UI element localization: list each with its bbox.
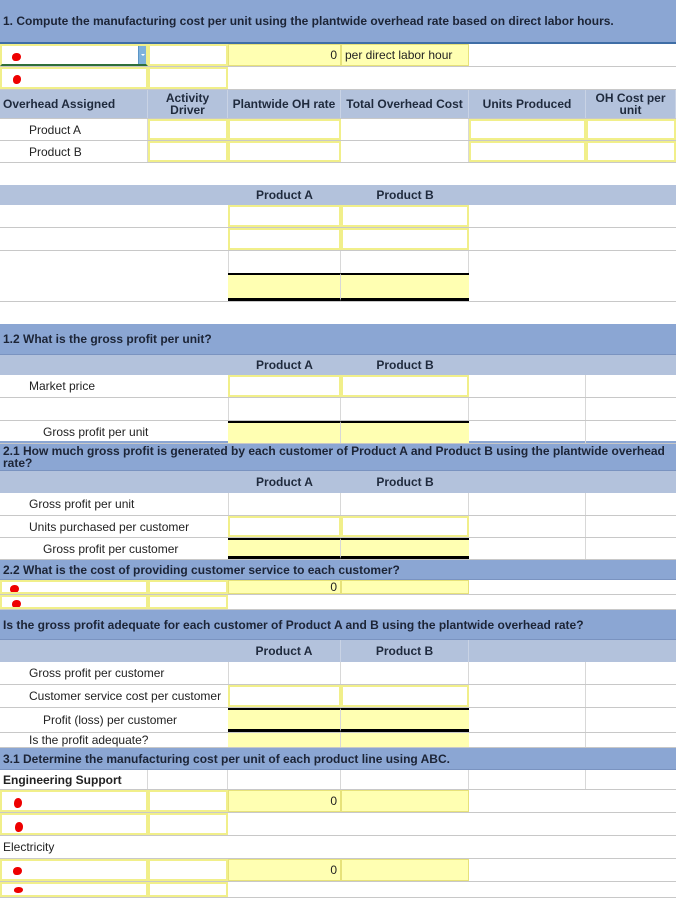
empty-cell [148, 770, 228, 789]
section-1-2-header [0, 324, 676, 355]
service-input-2[interactable] [148, 595, 228, 609]
engineering-support-row [0, 770, 676, 790]
cost-b-input-2[interactable] [341, 228, 469, 250]
units-produced-b-input[interactable] [469, 141, 586, 162]
total-cost-b [341, 273, 469, 301]
empty-cell [469, 421, 586, 443]
gp-customer-header-row [0, 471, 676, 493]
electricity-driver-input-2[interactable] [0, 882, 148, 897]
total-overhead-b [341, 141, 469, 162]
electricity-input-2[interactable] [148, 882, 228, 897]
profit-adequate-row [0, 733, 676, 748]
gross-profit-unit-row [0, 421, 676, 444]
cost-b-input-1[interactable] [341, 205, 469, 227]
engineering-input-2[interactable] [148, 813, 228, 835]
section-2-1-title: 2.1 How much gross profit is generated by each customer of Product A and Product B using the plantwide overhead rate? [3, 444, 665, 470]
col-product-b: Product B [341, 640, 469, 662]
service-cost-text: 0 [330, 580, 337, 594]
section-1-header [0, 0, 676, 44]
col-product-a: Product A [256, 475, 313, 489]
engineering-rate-unit [341, 790, 469, 812]
gp-unit-row-2 [0, 398, 676, 421]
electricity-rate-value [228, 859, 341, 881]
service-label-input-1[interactable] [0, 580, 148, 594]
rate-unit-text: per direct labor hour [345, 48, 453, 62]
empty-cell [469, 516, 586, 537]
cost-total-row [0, 273, 676, 302]
redaction-mark [13, 867, 22, 875]
service-row-2 [0, 595, 676, 610]
cost-row-1 [0, 205, 676, 228]
cost-a-input-1[interactable] [228, 205, 341, 227]
rate-row [0, 44, 676, 67]
row-label: Gross profit per unit [43, 425, 149, 439]
empty-cell [341, 770, 469, 789]
engineering-driver-input-1[interactable] [0, 790, 148, 812]
redaction-mark [10, 585, 19, 593]
activity-driver-a-input[interactable] [148, 119, 228, 140]
redaction-mark [12, 600, 21, 608]
col-product-a: Product A [256, 188, 313, 202]
oh-cost-per-unit-a-input[interactable] [586, 119, 676, 140]
col-product-b: Product B [376, 358, 434, 372]
total-overhead-a [341, 119, 469, 140]
section-3-1-header [0, 748, 676, 770]
col-overhead-assigned: Overhead Assigned [0, 90, 148, 118]
empty-cell [469, 398, 586, 420]
chevron-down-icon[interactable] [138, 46, 146, 64]
section-3-1-title: 3.1 Determine the manufacturing cost per unit of each product line using ABC. [3, 751, 450, 766]
gp-a-2 [228, 398, 341, 420]
empty-cell [228, 770, 341, 789]
row-label: Product B [0, 141, 148, 162]
cost-row-3 [0, 251, 676, 273]
total-cost-a [228, 273, 341, 301]
units-produced-a-input[interactable] [469, 119, 586, 140]
service-cost-customer-row [0, 685, 676, 708]
row-label: Gross profit per unit [29, 497, 135, 511]
service-cost-b-input[interactable] [341, 685, 469, 707]
section-2-1-header [0, 441, 676, 471]
service-label-input-2[interactable] [0, 595, 148, 609]
empty-cell [469, 493, 586, 515]
empty-cell [469, 538, 586, 559]
units-purchased-a-input[interactable] [228, 516, 341, 537]
redaction-mark [14, 887, 23, 893]
units-purchased-b-input[interactable] [341, 516, 469, 537]
col-plantwide-oh-rate: Plantwide OH rate [228, 90, 341, 118]
section-2-2-title: 2.2 What is the cost of providing customer service to each customer? [3, 562, 400, 577]
empty-cell [469, 662, 586, 684]
section-1-title: 1. Compute the manufacturing cost per unit using the plantwide overhead rate based on direct labor hours. [3, 14, 614, 28]
gross-profit-unit-b [341, 421, 469, 443]
cost-table-header-row [0, 185, 676, 205]
rate-input-1[interactable] [148, 44, 228, 66]
engineering-rate-text: 0 [330, 794, 337, 808]
row-label: Customer service cost per customer [29, 689, 222, 703]
col-product-b: Product B [376, 475, 434, 489]
plantwide-rate-value [228, 44, 341, 66]
gp-per-unit-row [0, 493, 676, 516]
gp-customer-a [228, 538, 341, 559]
electricity-rate-row [0, 859, 676, 882]
overhead-row-product-b [0, 141, 676, 163]
gp-customer-b [341, 538, 469, 559]
gross-profit-unit-a [228, 421, 341, 443]
row-label: Gross profit per customer [43, 541, 179, 556]
service-cost-unit [341, 580, 469, 594]
adequacy-header-row [0, 640, 676, 662]
col-product-a: Product A [228, 640, 341, 662]
profit-loss-a [228, 708, 341, 732]
rate-row-2 [0, 67, 676, 90]
empty-cell [469, 685, 586, 707]
plantwide-rate-a-input[interactable] [228, 119, 341, 140]
col-product-a: Product A [256, 358, 313, 372]
activity-driver-b-input[interactable] [148, 141, 228, 162]
row-label: Units purchased per customer [29, 519, 190, 534]
col-oh-cost-per-unit: OH Cost per unit [586, 90, 676, 118]
row-label: Profit (loss) per customer [43, 713, 178, 727]
plantwide-rate-b-input[interactable] [228, 141, 341, 162]
engineering-rate-row [0, 790, 676, 813]
redaction-mark [14, 798, 22, 808]
col-activity-driver: Activity Driver [148, 90, 228, 118]
row-label: Market price [29, 379, 96, 393]
rate-unit-label [341, 44, 469, 66]
spacer-row [0, 302, 676, 324]
electricity-driver-input-1[interactable] [0, 859, 148, 881]
engineering-row-2 [0, 813, 676, 836]
gp-unit-a [228, 493, 341, 515]
cost-a-3 [228, 251, 341, 273]
engineering-rate-value [228, 790, 341, 812]
adequacy-title: Is the gross profit adequate for each customer of Product A and B using the plantwide overhead rate? [3, 617, 584, 632]
market-price-a-input[interactable] [228, 375, 341, 397]
cost-b-3 [341, 251, 469, 273]
service-cost-a-input[interactable] [228, 685, 341, 707]
service-row-1 [0, 580, 676, 595]
gp-unit-header-row [0, 355, 676, 375]
oh-cost-per-unit-b-input[interactable] [586, 141, 676, 162]
engineering-driver-input-2[interactable] [0, 813, 148, 835]
col-units-produced: Units Produced [469, 90, 586, 118]
empty-cell [469, 770, 586, 789]
adequacy-gp-b [341, 662, 469, 684]
adequacy-gp-row [0, 662, 676, 685]
adequacy-gp-a [228, 662, 341, 684]
market-price-row [0, 375, 676, 398]
gp-b-2 [341, 398, 469, 420]
row-label: Gross profit per customer [29, 666, 165, 680]
redaction-mark [12, 53, 21, 61]
rate-label-input-2[interactable] [0, 67, 148, 89]
rate-basis-dropdown[interactable] [0, 44, 148, 66]
row-label: Product A [0, 119, 148, 140]
engineering-input-1[interactable] [148, 790, 228, 812]
empty-cell [469, 708, 586, 732]
spacer-row [0, 163, 676, 185]
service-cost-value [228, 580, 341, 594]
rate-value-text: 0 [330, 48, 337, 62]
service-input-1[interactable] [148, 580, 228, 594]
electricity-label: Electricity [3, 840, 55, 854]
electricity-rate-unit [341, 859, 469, 881]
empty-cell [469, 733, 586, 747]
adequacy-header [0, 610, 676, 640]
profit-loss-row [0, 708, 676, 733]
profit-adequate-b-select[interactable] [341, 733, 469, 747]
cost-a-input-2[interactable] [228, 228, 341, 250]
electricity-row-2 [0, 882, 676, 898]
redaction-mark [13, 75, 21, 84]
empty-cell [469, 375, 586, 397]
section-2-2-header [0, 560, 676, 580]
profit-adequate-a-select[interactable] [228, 733, 341, 747]
electricity-rate-text: 0 [330, 863, 337, 877]
cost-row-2 [0, 228, 676, 251]
col-product-b: Product B [376, 188, 434, 202]
col-total-overhead-cost: Total Overhead Cost [341, 90, 469, 118]
gp-per-customer-row [0, 538, 676, 560]
profit-loss-b [341, 708, 469, 732]
overhead-header-row [0, 90, 676, 119]
redaction-mark [15, 822, 23, 832]
market-price-b-input[interactable] [341, 375, 469, 397]
gp-unit-b [341, 493, 469, 515]
section-1-2-title: 1.2 What is the gross profit per unit? [3, 332, 212, 346]
units-purchased-row [0, 516, 676, 538]
overhead-row-product-a [0, 119, 676, 141]
engineering-support-label: Engineering Support [0, 770, 148, 789]
rate-input-2[interactable] [148, 67, 228, 89]
electricity-row [0, 836, 676, 859]
row-label: Is the profit adequate? [29, 733, 149, 747]
electricity-input-1[interactable] [148, 859, 228, 881]
